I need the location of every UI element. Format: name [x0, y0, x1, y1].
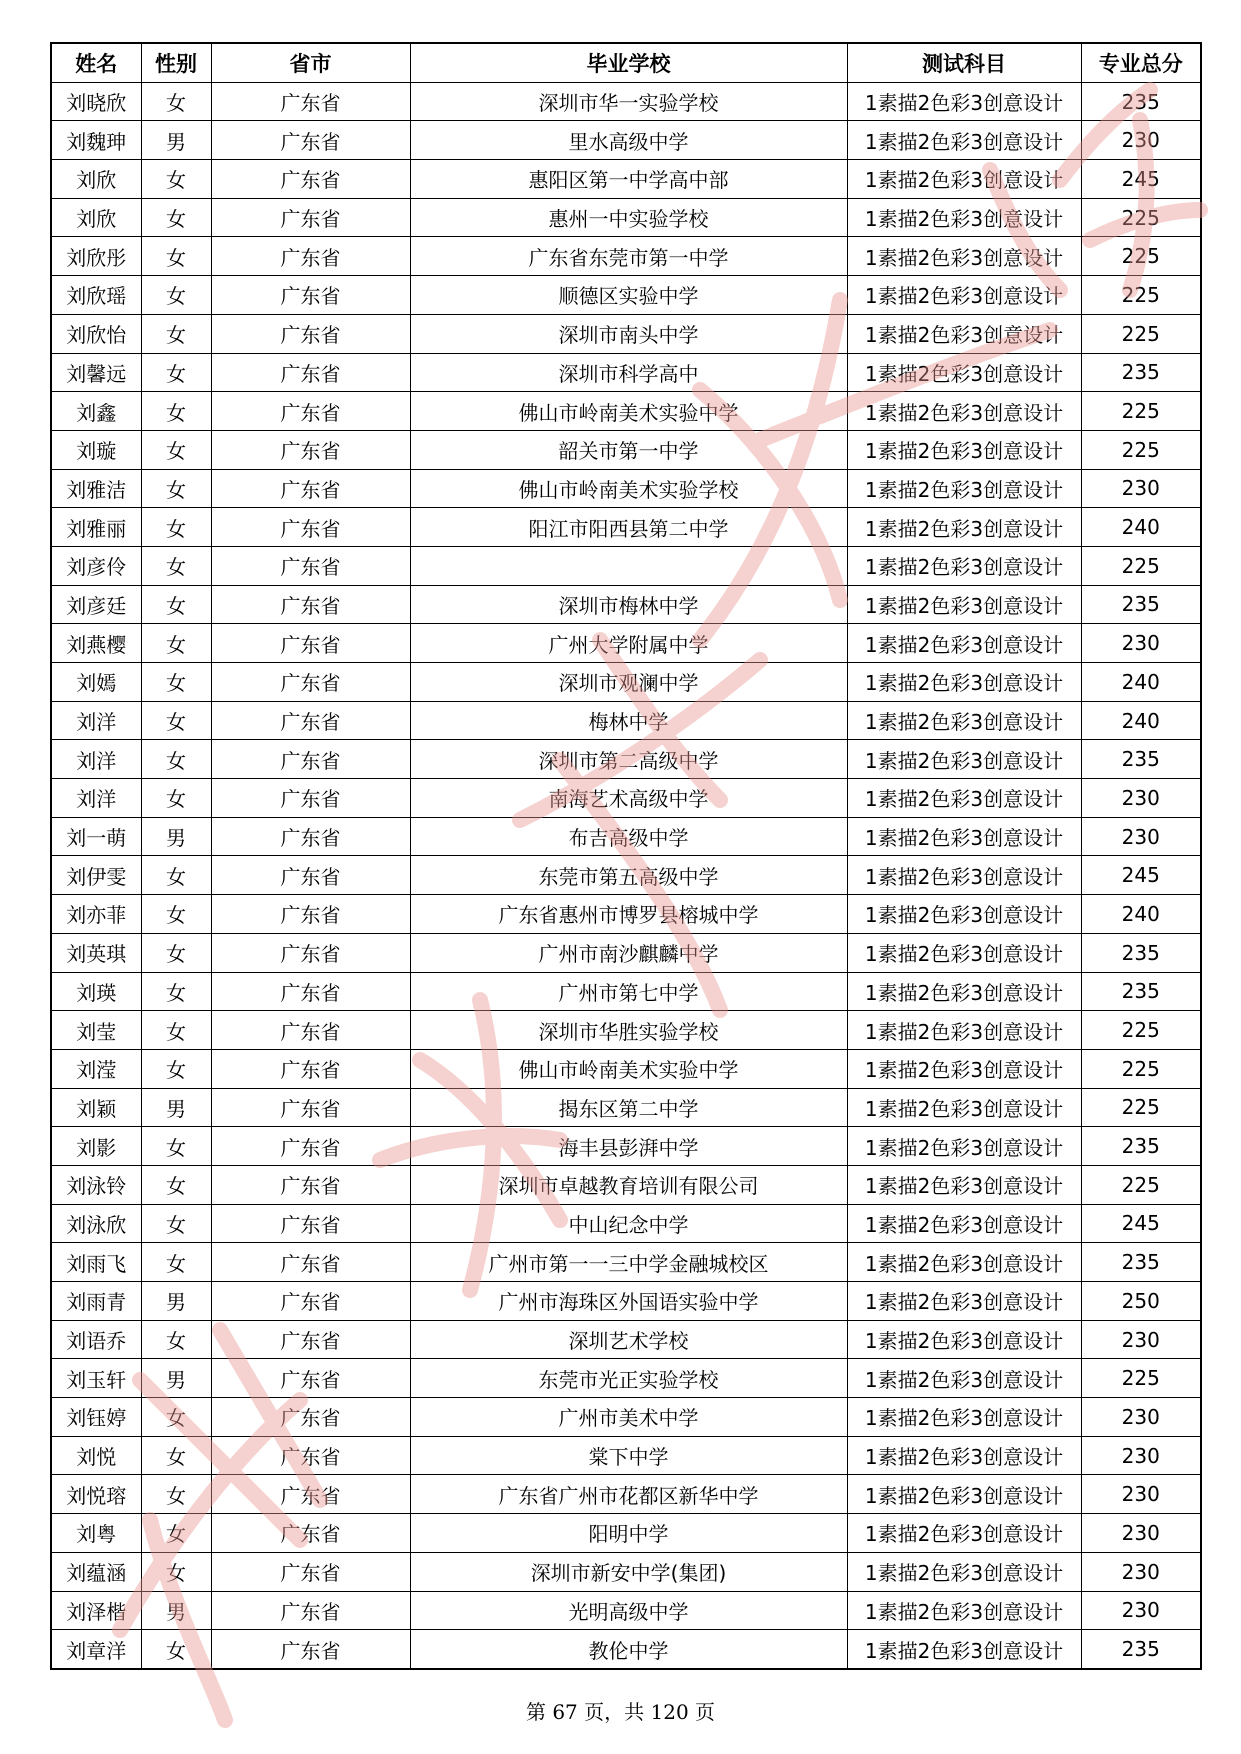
- school-cell: 深圳市华一实验学校: [410, 82, 847, 121]
- gender-cell: 女: [141, 1514, 211, 1553]
- gender-cell: 女: [141, 198, 211, 237]
- table-row: [51, 972, 1201, 1011]
- name-cell: 刘滢: [51, 1049, 141, 1088]
- subjects-cell: 1素描2色彩3创意设计: [847, 1398, 1081, 1437]
- gender-cell: 女: [141, 508, 211, 547]
- subjects-cell: 1素描2色彩3创意设计: [847, 1165, 1081, 1204]
- name-cell: 刘颖: [51, 1088, 141, 1127]
- score-cell: 225: [1081, 237, 1201, 276]
- province-cell: 广东省: [211, 1165, 410, 1204]
- gender-cell: 女: [141, 895, 211, 934]
- table-row: [51, 1552, 1201, 1591]
- school-cell: 南海艺术高级中学: [410, 779, 847, 818]
- subjects-cell: 1素描2色彩3创意设计: [847, 933, 1081, 972]
- subjects-cell: 1素描2色彩3创意设计: [847, 624, 1081, 663]
- name-cell: 刘语乔: [51, 1320, 141, 1359]
- province-cell: 广东省: [211, 121, 410, 160]
- province-cell: 广东省: [211, 198, 410, 237]
- gender-cell: 女: [141, 392, 211, 431]
- subjects-cell: 1素描2色彩3创意设计: [847, 1514, 1081, 1553]
- gender-cell: 女: [141, 585, 211, 624]
- subjects-cell: 1素描2色彩3创意设计: [847, 1088, 1081, 1127]
- table-row: [51, 546, 1201, 585]
- subjects-cell: 1素描2色彩3创意设计: [847, 895, 1081, 934]
- table-row: [51, 740, 1201, 779]
- table-row: [51, 1514, 1201, 1553]
- table-row: [51, 1282, 1201, 1321]
- name-cell: 刘欣: [51, 160, 141, 199]
- province-cell: 广东省: [211, 1243, 410, 1282]
- table-row: [51, 1398, 1201, 1437]
- name-cell: 刘雨飞: [51, 1243, 141, 1282]
- school-cell: 广州大学附属中学: [410, 624, 847, 663]
- name-cell: 刘欣怡: [51, 314, 141, 353]
- score-cell: 250: [1081, 1282, 1201, 1321]
- subjects-cell: 1素描2色彩3创意设计: [847, 701, 1081, 740]
- school-cell: 揭东区第二中学: [410, 1088, 847, 1127]
- table-row: [51, 198, 1201, 237]
- gender-cell: 女: [141, 1475, 211, 1514]
- subjects-cell: 1素描2色彩3创意设计: [847, 1049, 1081, 1088]
- gender-cell: 女: [141, 546, 211, 585]
- table-row: [51, 1011, 1201, 1050]
- name-cell: 刘璇: [51, 430, 141, 469]
- table-row: [51, 1591, 1201, 1630]
- subjects-cell: 1素描2色彩3创意设计: [847, 1436, 1081, 1475]
- gender-cell: 女: [141, 1127, 211, 1166]
- subjects-cell: 1素描2色彩3创意设计: [847, 1630, 1081, 1669]
- table-row: [51, 817, 1201, 856]
- subjects-cell: 1素描2色彩3创意设计: [847, 1282, 1081, 1321]
- subjects-cell: 1素描2色彩3创意设计: [847, 392, 1081, 431]
- school-cell: 深圳市第二高级中学: [410, 740, 847, 779]
- name-cell: 刘洋: [51, 701, 141, 740]
- table-row: [51, 1204, 1201, 1243]
- table-row: [51, 585, 1201, 624]
- name-cell: 刘莹: [51, 1011, 141, 1050]
- header-gender: 性别: [141, 43, 211, 82]
- subjects-cell: 1素描2色彩3创意设计: [847, 1552, 1081, 1591]
- subjects-cell: 1素描2色彩3创意设计: [847, 82, 1081, 121]
- gender-cell: 女: [141, 276, 211, 315]
- school-cell: 佛山市岭南美术实验中学: [410, 1049, 847, 1088]
- name-cell: 刘一萌: [51, 817, 141, 856]
- province-cell: 广东省: [211, 1591, 410, 1630]
- table-header-row: [51, 43, 1201, 82]
- province-cell: 广东省: [211, 933, 410, 972]
- province-cell: 广东省: [211, 546, 410, 585]
- header-total-score: 专业总分: [1081, 43, 1201, 82]
- school-cell: 广州市第七中学: [410, 972, 847, 1011]
- school-cell: 广州市第一一三中学金融城校区: [410, 1243, 847, 1282]
- gender-cell: 女: [141, 779, 211, 818]
- name-cell: 刘泳欣: [51, 1204, 141, 1243]
- score-cell: 225: [1081, 1049, 1201, 1088]
- school-cell: 广州市美术中学: [410, 1398, 847, 1437]
- gender-cell: 男: [141, 1591, 211, 1630]
- school-cell: 阳江市阳西县第二中学: [410, 508, 847, 547]
- score-cell: 235: [1081, 82, 1201, 121]
- name-cell: 刘玉轩: [51, 1359, 141, 1398]
- score-cell: 235: [1081, 1127, 1201, 1166]
- gender-cell: 女: [141, 1011, 211, 1050]
- gender-cell: 女: [141, 624, 211, 663]
- name-cell: 刘鑫: [51, 392, 141, 431]
- score-cell: 230: [1081, 469, 1201, 508]
- gender-cell: 女: [141, 1630, 211, 1669]
- name-cell: 刘泽楷: [51, 1591, 141, 1630]
- school-cell: 阳明中学: [410, 1514, 847, 1553]
- gender-cell: 女: [141, 972, 211, 1011]
- score-cell: 245: [1081, 856, 1201, 895]
- school-cell: 广东省东莞市第一中学: [410, 237, 847, 276]
- province-cell: 广东省: [211, 624, 410, 663]
- gender-cell: 男: [141, 121, 211, 160]
- name-cell: 刘钰婷: [51, 1398, 141, 1437]
- subjects-cell: 1素描2色彩3创意设计: [847, 1359, 1081, 1398]
- province-cell: 广东省: [211, 701, 410, 740]
- school-cell: 东莞市光正实验学校: [410, 1359, 847, 1398]
- score-cell: 240: [1081, 508, 1201, 547]
- table-row: [51, 701, 1201, 740]
- gender-cell: 男: [141, 1088, 211, 1127]
- school-cell: 深圳市科学高中: [410, 353, 847, 392]
- name-cell: 刘英琪: [51, 933, 141, 972]
- name-cell: 刘亦菲: [51, 895, 141, 934]
- subjects-cell: 1素描2色彩3创意设计: [847, 353, 1081, 392]
- province-cell: 广东省: [211, 353, 410, 392]
- school-cell: 深圳艺术学校: [410, 1320, 847, 1359]
- province-cell: 广东省: [211, 740, 410, 779]
- school-cell: 海丰县彭湃中学: [410, 1127, 847, 1166]
- table-row: [51, 237, 1201, 276]
- name-cell: 刘章洋: [51, 1630, 141, 1669]
- gender-cell: 女: [141, 237, 211, 276]
- score-cell: 225: [1081, 1011, 1201, 1050]
- school-cell: 深圳市新安中学(集团): [410, 1552, 847, 1591]
- province-cell: 广东省: [211, 1398, 410, 1437]
- score-cell: 230: [1081, 1552, 1201, 1591]
- school-cell: 惠州一中实验学校: [410, 198, 847, 237]
- table-row: [51, 856, 1201, 895]
- province-cell: 广东省: [211, 82, 410, 121]
- province-cell: 广东省: [211, 817, 410, 856]
- gender-cell: 女: [141, 663, 211, 702]
- name-cell: 刘燕樱: [51, 624, 141, 663]
- header-name: 姓名: [51, 43, 141, 82]
- subjects-cell: 1素描2色彩3创意设计: [847, 546, 1081, 585]
- province-cell: 广东省: [211, 1359, 410, 1398]
- gender-cell: 女: [141, 469, 211, 508]
- subjects-cell: 1素描2色彩3创意设计: [847, 198, 1081, 237]
- school-cell: 梅林中学: [410, 701, 847, 740]
- province-cell: 广东省: [211, 160, 410, 199]
- score-cell: 230: [1081, 779, 1201, 818]
- table-row: [51, 1320, 1201, 1359]
- score-cell: 225: [1081, 546, 1201, 585]
- table-row: [51, 1088, 1201, 1127]
- gender-cell: 女: [141, 1320, 211, 1359]
- score-cell: 230: [1081, 1320, 1201, 1359]
- header-province: 省市: [211, 43, 410, 82]
- name-cell: 刘泳铃: [51, 1165, 141, 1204]
- subjects-cell: 1素描2色彩3创意设计: [847, 585, 1081, 624]
- table-row: [51, 392, 1201, 431]
- name-cell: 刘悦: [51, 1436, 141, 1475]
- school-cell: 顺德区实验中学: [410, 276, 847, 315]
- province-cell: 广东省: [211, 1049, 410, 1088]
- score-cell: 225: [1081, 1165, 1201, 1204]
- province-cell: 广东省: [211, 276, 410, 315]
- table-row: [51, 469, 1201, 508]
- subjects-cell: 1素描2色彩3创意设计: [847, 1320, 1081, 1359]
- name-cell: 刘雨青: [51, 1282, 141, 1321]
- subjects-cell: 1素描2色彩3创意设计: [847, 856, 1081, 895]
- school-cell: 广东省广州市花都区新华中学: [410, 1475, 847, 1514]
- province-cell: 广东省: [211, 856, 410, 895]
- gender-cell: 男: [141, 1282, 211, 1321]
- gender-cell: 女: [141, 1398, 211, 1437]
- school-cell: 佛山市岭南美术实验中学: [410, 392, 847, 431]
- score-cell: 235: [1081, 1243, 1201, 1282]
- subjects-cell: 1素描2色彩3创意设计: [847, 663, 1081, 702]
- score-cell: 240: [1081, 701, 1201, 740]
- name-cell: 刘雅洁: [51, 469, 141, 508]
- score-cell: 230: [1081, 1398, 1201, 1437]
- score-cell: 225: [1081, 314, 1201, 353]
- name-cell: 刘欣彤: [51, 237, 141, 276]
- gender-cell: 女: [141, 1204, 211, 1243]
- gender-cell: 女: [141, 701, 211, 740]
- gender-cell: 男: [141, 1359, 211, 1398]
- subjects-cell: 1素描2色彩3创意设计: [847, 972, 1081, 1011]
- table-row: [51, 353, 1201, 392]
- subjects-cell: 1素描2色彩3创意设计: [847, 276, 1081, 315]
- name-cell: 刘悦瑢: [51, 1475, 141, 1514]
- score-cell: 230: [1081, 1514, 1201, 1553]
- table-row: [51, 1436, 1201, 1475]
- page-footer: 第 67 页，共 120 页: [525, 1700, 716, 1724]
- table-row: [51, 1127, 1201, 1166]
- name-cell: 刘蕴涵: [51, 1552, 141, 1591]
- gender-cell: 女: [141, 430, 211, 469]
- province-cell: 广东省: [211, 1436, 410, 1475]
- subjects-cell: 1素描2色彩3创意设计: [847, 779, 1081, 818]
- gender-cell: 女: [141, 740, 211, 779]
- table-row: [51, 82, 1201, 121]
- gender-cell: 女: [141, 1049, 211, 1088]
- score-cell: 235: [1081, 585, 1201, 624]
- school-cell: 里水高级中学: [410, 121, 847, 160]
- score-cell: 225: [1081, 276, 1201, 315]
- province-cell: 广东省: [211, 430, 410, 469]
- school-cell: 深圳市南头中学: [410, 314, 847, 353]
- gender-cell: 女: [141, 1552, 211, 1591]
- province-cell: 广东省: [211, 1204, 410, 1243]
- score-cell: 230: [1081, 1591, 1201, 1630]
- school-cell: 布吉高级中学: [410, 817, 847, 856]
- gender-cell: 女: [141, 933, 211, 972]
- subjects-cell: 1素描2色彩3创意设计: [847, 817, 1081, 856]
- table-row: [51, 1049, 1201, 1088]
- subjects-cell: 1素描2色彩3创意设计: [847, 121, 1081, 160]
- name-cell: 刘魏珅: [51, 121, 141, 160]
- table-row: [51, 1243, 1201, 1282]
- score-cell: 230: [1081, 121, 1201, 160]
- province-cell: 广东省: [211, 508, 410, 547]
- gender-cell: 女: [141, 82, 211, 121]
- score-cell: 225: [1081, 392, 1201, 431]
- score-cell: 225: [1081, 1359, 1201, 1398]
- score-cell: 245: [1081, 1204, 1201, 1243]
- table-row: [51, 121, 1201, 160]
- school-cell: 中山纪念中学: [410, 1204, 847, 1243]
- subjects-cell: 1素描2色彩3创意设计: [847, 1475, 1081, 1514]
- gender-cell: 女: [141, 314, 211, 353]
- subjects-cell: 1素描2色彩3创意设计: [847, 508, 1081, 547]
- name-cell: 刘洋: [51, 740, 141, 779]
- name-cell: 刘欣: [51, 198, 141, 237]
- gender-cell: 女: [141, 160, 211, 199]
- gender-cell: 女: [141, 1436, 211, 1475]
- name-cell: 刘彦伶: [51, 546, 141, 585]
- gender-cell: 女: [141, 856, 211, 895]
- table-row: [51, 160, 1201, 199]
- subjects-cell: 1素描2色彩3创意设计: [847, 160, 1081, 199]
- subjects-cell: 1素描2色彩3创意设计: [847, 314, 1081, 353]
- school-cell: 广州市海珠区外国语实验中学: [410, 1282, 847, 1321]
- province-cell: 广东省: [211, 1475, 410, 1514]
- header-subjects: 测试科目: [847, 43, 1081, 82]
- school-cell: 广州市南沙麒麟中学: [410, 933, 847, 972]
- table-row: [51, 1475, 1201, 1514]
- province-cell: 广东省: [211, 663, 410, 702]
- subjects-cell: 1素描2色彩3创意设计: [847, 430, 1081, 469]
- score-cell: 235: [1081, 972, 1201, 1011]
- province-cell: 广东省: [211, 1088, 410, 1127]
- score-table: [50, 42, 1202, 1670]
- province-cell: 广东省: [211, 1630, 410, 1669]
- table-row: [51, 1165, 1201, 1204]
- score-cell: 230: [1081, 1436, 1201, 1475]
- header-school: 毕业学校: [410, 43, 847, 82]
- province-cell: 广东省: [211, 895, 410, 934]
- subjects-cell: 1素描2色彩3创意设计: [847, 1011, 1081, 1050]
- province-cell: 广东省: [211, 972, 410, 1011]
- province-cell: 广东省: [211, 469, 410, 508]
- score-cell: 225: [1081, 198, 1201, 237]
- table-row: [51, 508, 1201, 547]
- score-cell: 235: [1081, 1630, 1201, 1669]
- name-cell: 刘晓欣: [51, 82, 141, 121]
- score-cell: 235: [1081, 933, 1201, 972]
- name-cell: 刘伊雯: [51, 856, 141, 895]
- subjects-cell: 1素描2色彩3创意设计: [847, 1204, 1081, 1243]
- score-cell: 230: [1081, 1475, 1201, 1514]
- score-cell: 240: [1081, 663, 1201, 702]
- school-cell: 东莞市第五高级中学: [410, 856, 847, 895]
- province-cell: 广东省: [211, 779, 410, 818]
- school-cell: 深圳市梅林中学: [410, 585, 847, 624]
- score-cell: 235: [1081, 353, 1201, 392]
- table-body: [51, 82, 1201, 1669]
- table-row: [51, 430, 1201, 469]
- province-cell: 广东省: [211, 1127, 410, 1166]
- subjects-cell: 1素描2色彩3创意设计: [847, 740, 1081, 779]
- subjects-cell: 1素描2色彩3创意设计: [847, 469, 1081, 508]
- table-row: [51, 779, 1201, 818]
- name-cell: 刘欣瑶: [51, 276, 141, 315]
- table-row: [51, 1630, 1201, 1669]
- name-cell: 刘洋: [51, 779, 141, 818]
- name-cell: 刘嫣: [51, 663, 141, 702]
- gender-cell: 女: [141, 353, 211, 392]
- table-row: [51, 314, 1201, 353]
- table-row: [51, 624, 1201, 663]
- school-cell: 佛山市岭南美术实验学校: [410, 469, 847, 508]
- score-cell: 240: [1081, 895, 1201, 934]
- table-row: [51, 1359, 1201, 1398]
- school-cell: 光明高级中学: [410, 1591, 847, 1630]
- province-cell: 广东省: [211, 314, 410, 353]
- score-cell: 225: [1081, 430, 1201, 469]
- score-cell: 230: [1081, 624, 1201, 663]
- name-cell: 刘雅丽: [51, 508, 141, 547]
- name-cell: 刘影: [51, 1127, 141, 1166]
- school-cell: [410, 546, 847, 585]
- score-cell: 235: [1081, 740, 1201, 779]
- school-cell: 广东省惠州市博罗县榕城中学: [410, 895, 847, 934]
- school-cell: 惠阳区第一中学高中部: [410, 160, 847, 199]
- table-row: [51, 663, 1201, 702]
- province-cell: 广东省: [211, 1282, 410, 1321]
- school-cell: 深圳市卓越教育培训有限公司: [410, 1165, 847, 1204]
- province-cell: 广东省: [211, 1320, 410, 1359]
- province-cell: 广东省: [211, 585, 410, 624]
- score-cell: 225: [1081, 1088, 1201, 1127]
- province-cell: 广东省: [211, 1552, 410, 1591]
- table-row: [51, 895, 1201, 934]
- province-cell: 广东省: [211, 1011, 410, 1050]
- subjects-cell: 1素描2色彩3创意设计: [847, 1127, 1081, 1166]
- school-cell: 韶关市第一中学: [410, 430, 847, 469]
- score-cell: 230: [1081, 817, 1201, 856]
- name-cell: 刘瑛: [51, 972, 141, 1011]
- name-cell: 刘馨远: [51, 353, 141, 392]
- table-row: [51, 933, 1201, 972]
- subjects-cell: 1素描2色彩3创意设计: [847, 1243, 1081, 1282]
- table-row: [51, 276, 1201, 315]
- name-cell: 刘彦廷: [51, 585, 141, 624]
- school-cell: 深圳市华胜实验学校: [410, 1011, 847, 1050]
- score-cell: 245: [1081, 160, 1201, 199]
- school-cell: 深圳市观澜中学: [410, 663, 847, 702]
- province-cell: 广东省: [211, 237, 410, 276]
- subjects-cell: 1素描2色彩3创意设计: [847, 1591, 1081, 1630]
- school-cell: 棠下中学: [410, 1436, 847, 1475]
- gender-cell: 女: [141, 1243, 211, 1282]
- province-cell: 广东省: [211, 392, 410, 431]
- gender-cell: 男: [141, 817, 211, 856]
- subjects-cell: 1素描2色彩3创意设计: [847, 237, 1081, 276]
- province-cell: 广东省: [211, 1514, 410, 1553]
- school-cell: 教伦中学: [410, 1630, 847, 1669]
- gender-cell: 女: [141, 1165, 211, 1204]
- name-cell: 刘粤: [51, 1514, 141, 1553]
